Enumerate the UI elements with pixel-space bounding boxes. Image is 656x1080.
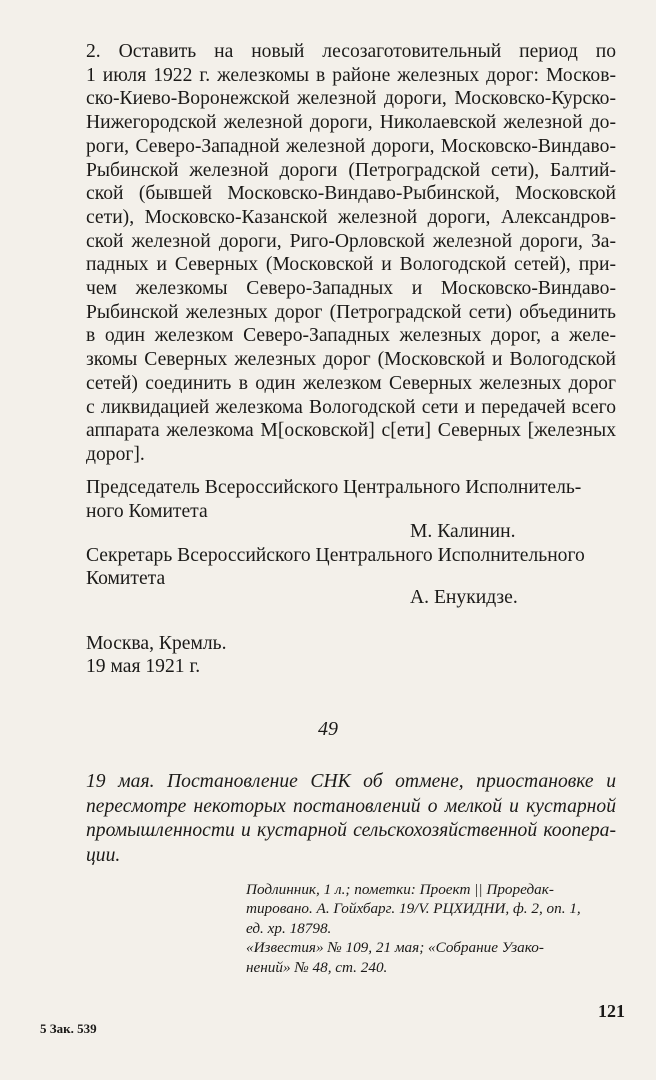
- source-line: Подлинник, 1 л.; пометки: Проект || Проредак-: [246, 881, 554, 898]
- paragraph-line: роги, Северо-Западной железной дороги, Московско-Виндаво-: [86, 135, 616, 157]
- paragraph-line: Нижегородской железной дороги, Николаевской железной до-: [86, 112, 616, 134]
- resolution-paragraph: [86, 40, 616, 467]
- secretary-title-line1: Секретарь Всероссийского Центрального Исполнительного: [86, 545, 585, 566]
- source-line: ед. хр. 18798.: [246, 919, 332, 937]
- paragraph-line: сетей) соединить в один железком Северных железных дорог: [86, 372, 616, 394]
- paragraph-line: 2. Оставить на новый лесозаготовительный период по: [86, 41, 616, 62]
- source-line: нений» № 48, ст. 240.: [246, 958, 388, 976]
- source-line: тировано. А. Гойхбарг. 19/V. РЦХИДНИ, ф. 2, оп. 1,: [246, 900, 581, 918]
- paragraph-line: в один железком Северо-Западных железных дорог, а желе-: [86, 325, 616, 347]
- paragraph-line: Рыбинской железных дорог (Петроградской сети) объединить: [86, 301, 616, 323]
- paragraph-line: зкомы Северных железных дорог (Московской и Вологодской: [86, 349, 616, 371]
- secretary-name: А. Енукидзе.: [410, 587, 518, 608]
- page-number: 121: [598, 1001, 625, 1021]
- chairman-title-line2: ного Комитета: [86, 501, 208, 522]
- paragraph-line: чем железкомы Северо-Западных и Московско-Виндаво-: [86, 278, 616, 300]
- document-number: 49: [318, 718, 338, 740]
- paragraph-line: с ликвидацией железкома Вологодской сети и передачей всего: [86, 396, 616, 418]
- source-reference: [246, 880, 626, 977]
- paragraph-line: ско-Киево-Воронежской железной дороги, Московско-Курско-: [86, 88, 616, 110]
- paragraph-line: дорог].: [86, 443, 145, 465]
- paragraph-line: ской (бывшей Московско-Виндаво-Рыбинской, Московской: [86, 183, 616, 205]
- heading-line: ции.: [86, 844, 121, 866]
- place: Москва, Кремль.: [86, 633, 227, 654]
- chairman-name: М. Калинин.: [410, 521, 516, 542]
- document-heading: [86, 770, 616, 868]
- secretary-title-line2: Комитета: [86, 568, 166, 589]
- heading-line: промышленности и кустарной сельскохозяйственной коопера-: [86, 820, 616, 841]
- paragraph-line: ской железной дороги, Риго-Орловской железной дороги, За-: [86, 230, 616, 252]
- paragraph-line: сети), Московско-Казанской железной дороги, Александров-: [86, 206, 616, 228]
- paragraph-line: падных и Северных (Московской и Вологодской сетей), при-: [86, 254, 616, 276]
- heading-line: 19 мая. Постановление СНК об отмене, приостановке и: [86, 771, 616, 792]
- source-line: «Известия» № 109, 21 мая; «Собрание Узако-: [246, 939, 544, 957]
- paragraph-line: 1 июля 1922 г. железкомы в районе железных дорог: Москов-: [86, 64, 616, 86]
- chairman-title-line1: Председатель Всероссийского Центрального Исполнитель-: [86, 477, 582, 498]
- paragraph-line: аппарата железкома М[осковской] с[ети] Северных [железных: [86, 420, 616, 442]
- paragraph-line: Рыбинской железной дороги (Петроградской сети), Балтий-: [86, 159, 616, 181]
- heading-line: пересмотре некоторых постановлений о мелкой и кустарной: [86, 795, 616, 817]
- date: 19 мая 1921 г.: [86, 656, 201, 677]
- printer-signature-mark: 5 Зак. 539: [40, 1021, 97, 1036]
